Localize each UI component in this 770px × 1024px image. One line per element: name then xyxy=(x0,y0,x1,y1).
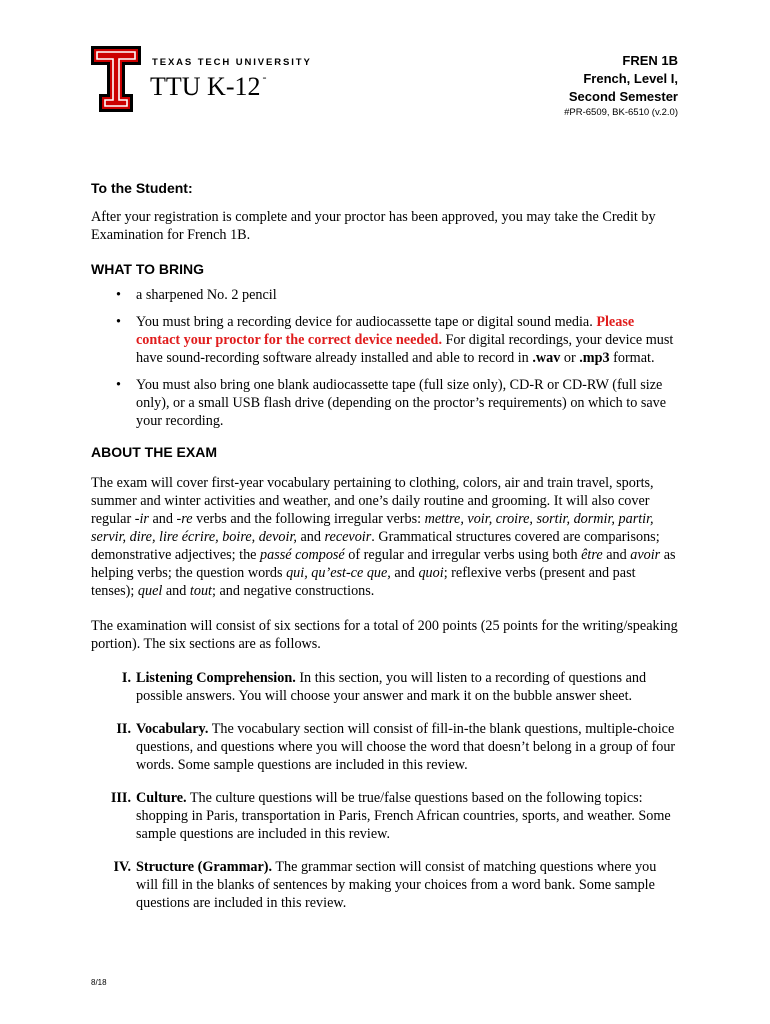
document-body xyxy=(91,180,681,927)
list-item: III. Culture. The culture questions will be true/false questions based on the following topics: shopping in Paris, transportation in Paris, French African countries, sports, and weather. Some sample questions are included in this review. xyxy=(110,790,671,842)
exam-description: The exam will cover first-year vocabulary pertaining to clothing, colors, air and train travel, sports, summer and winter activities and weather, and one’s daily routine and grooming. It will also cover regular -ir and -re verbs and the following irregular verbs: mettre, voir, croire, sortir, dormir, partir, servir, dire, lire écrire, boire, devoir, and recevoir. Grammatical structures covered are comparisons; demonstrative adjectives; the passé composé of regular and irregular verbs using both être and avoir as helping verbs; the question words qui, qu’est-ce que, and quoi; reflexive verbs (present and past tenses); quel and tout; and negative constructions. xyxy=(91,475,676,599)
list-item: IV. Structure (Grammar). The grammar section will consist of matching questions where you will fill in the blanks of sentences by making your choices from a word bank. Some sample questions are included in this review. xyxy=(113,859,657,911)
proctor-notice: Please contact your proctor for the correct device needed. xyxy=(136,314,635,348)
list-item: • You must bring a recording device for audiocassette tape or digital sound media. Please contact your proctor for the correct device needed. For digital recordings, your device must have sound-recording software already installed and able to record in .wav or .mp3 format. xyxy=(116,314,674,366)
about-exam-heading: ABOUT THE EXAM xyxy=(91,444,217,460)
student-heading: To the Student: xyxy=(91,180,193,196)
course-code: FREN 1B xyxy=(622,53,678,68)
list-item: • You must also bring one blank audiocassette tape (full size only), CD-R or CD-RW (full size only), or a small USB flash drive (depending on the proctor’s requirements) on which to save your recording. xyxy=(116,377,667,429)
exam-sections-list xyxy=(91,669,681,912)
what-to-bring-heading: WHAT TO BRING xyxy=(91,261,205,277)
ttu-logo xyxy=(90,45,320,113)
list-item: I. Listening Comprehension. In this section, you will listen to a recording of questions and possible answers. You will choose your answer and mark it on the bubble answer sheet. xyxy=(121,670,647,704)
program-name: TTU K-12 - xyxy=(150,70,267,101)
university-name: TEXAS TECH UNIVERSITY xyxy=(152,57,312,68)
list-item: II. Vocabulary. The vocabulary section will consist of fill-in-the blank questions, multiple-choice questions, and questions where you will choose the word that doesn’t belong in a group of four words. Some sample questions are included in this review. xyxy=(116,721,676,773)
course-title: French, Level I, xyxy=(583,71,678,86)
list-item: • a sharpened No. 2 pencil xyxy=(116,287,277,303)
bring-list xyxy=(91,286,681,430)
intro-paragraph: After your registration is complete and your proctor has been approved, you may take the Credit by Examination for French 1B. xyxy=(91,209,656,243)
catalog-number: #PR-6509, BK-6510 (v.2.0) xyxy=(564,107,678,118)
double-t-logo-icon xyxy=(90,45,142,113)
course-semester: Second Semester xyxy=(568,89,678,104)
exam-sections-intro: The examination will consist of six sections for a total of 200 points (25 points for the writing/speaking portion). The six sections are as follows. xyxy=(91,618,678,652)
footer-date: 8/18 xyxy=(91,978,107,987)
course-info xyxy=(564,52,678,120)
